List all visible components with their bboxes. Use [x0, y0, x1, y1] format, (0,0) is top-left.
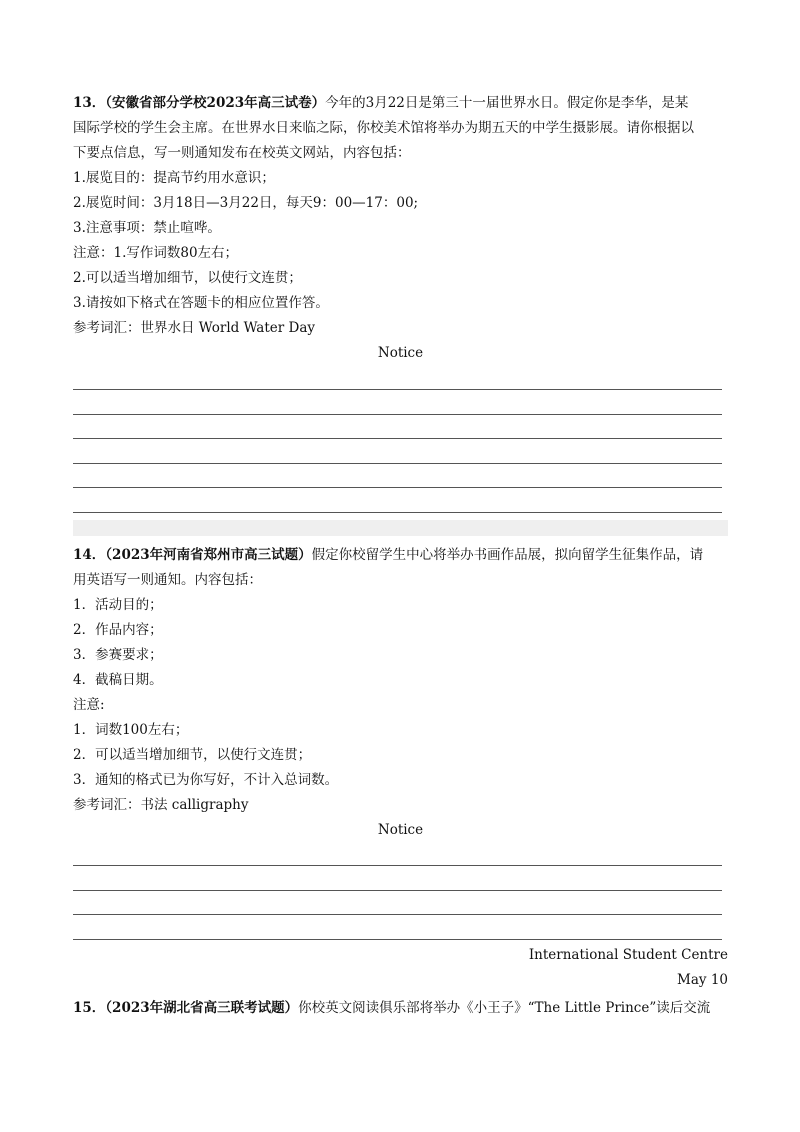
question-14-vocab: 参考词汇：书法 calligraphy [73, 797, 249, 813]
answer-line [73, 512, 722, 513]
question-13-note: 2.可以适当增加细节，以使行文连贯； [73, 270, 302, 286]
answer-line [73, 389, 722, 390]
answer-line [73, 914, 722, 915]
question-13-point: 2.展览时间：3月18日—3月22日，每天9：00—17：00; [73, 195, 419, 211]
question-13-source: （安徽省部分学校2023年高三试卷） [105, 95, 326, 111]
question-13-intro-line2: 国际学校的学生会主席。在世界水日来临之际，你校美术馆将举办为期五天的中学生摄影展。请你根据以 [73, 120, 694, 136]
answer-line [73, 865, 722, 866]
signature-date: May 10 [677, 972, 728, 988]
question-15-source: （2023年湖北省高三联考试题） [105, 1000, 299, 1016]
question-14-point: 4．截稿日期。 [73, 672, 163, 688]
question-14-note: 3．通知的格式已为你写好，不计入总词数。 [73, 772, 339, 788]
section-divider [73, 520, 728, 536]
question-13-intro-line1 [73, 91, 728, 116]
question-14-point: 3．参赛要求； [73, 647, 163, 663]
signature-organization: International Student Centre [528, 947, 728, 963]
question-13 [73, 91, 728, 366]
question-13-note: 注意：1.写作词数80左右； [73, 245, 239, 261]
question-13-intro-text: 今年的3月22日是第三十一届世界水日。假定你是李华，是某 [325, 95, 689, 111]
answer-line [73, 438, 722, 439]
question-14-intro-text: 假定你校留学生中心将举办书画作品展，拟向留学生征集作品，请 [311, 547, 704, 563]
answer-line [73, 487, 722, 488]
question-13-point: 1.展览目的：提高节约用水意识； [73, 170, 275, 186]
question-14 [73, 543, 728, 843]
question-13-vocab: 参考词汇：世界水日 World Water Day [73, 320, 315, 336]
answer-line [73, 463, 722, 464]
question-14-number: 14． [73, 547, 106, 563]
question-14-intro-line1 [73, 543, 728, 568]
question-15-intro-line1 [73, 996, 728, 1021]
answer-line [73, 890, 722, 891]
question-13-notice-title: Notice [377, 345, 424, 361]
answer-line [73, 414, 722, 415]
question-14-point: 2．作品内容； [73, 622, 163, 638]
question-13-point: 3.注意事项：禁止喧哗。 [73, 220, 221, 236]
question-14-notes-label: 注意: [73, 697, 105, 713]
question-13-number: 13． [73, 95, 106, 111]
question-13-note: 3.请按如下格式在答题卡的相应位置作答。 [73, 295, 329, 311]
question-15 [73, 996, 728, 1021]
question-14-source: （2023年河南省郑州市高三试题） [105, 547, 312, 563]
question-15-number: 15． [73, 1000, 106, 1016]
question-14-point: 1．活动目的； [73, 597, 163, 613]
question-14-note: 2．可以适当增加细节，以使行文连贯； [73, 747, 312, 763]
question-14-intro-line2: 用英语写一则通知。内容包括： [73, 572, 262, 588]
question-14-notice-title: Notice [377, 822, 424, 838]
question-13-intro-line3: 下要点信息，写一则通知发布在校英文网站，内容包括： [73, 145, 411, 161]
answer-line [73, 939, 722, 940]
question-15-intro-text: 你校英文阅读俱乐部将举办《小王子》“The Little Prince”读后交流 [298, 1000, 711, 1016]
question-14-note: 1．词数100左右； [73, 722, 189, 738]
